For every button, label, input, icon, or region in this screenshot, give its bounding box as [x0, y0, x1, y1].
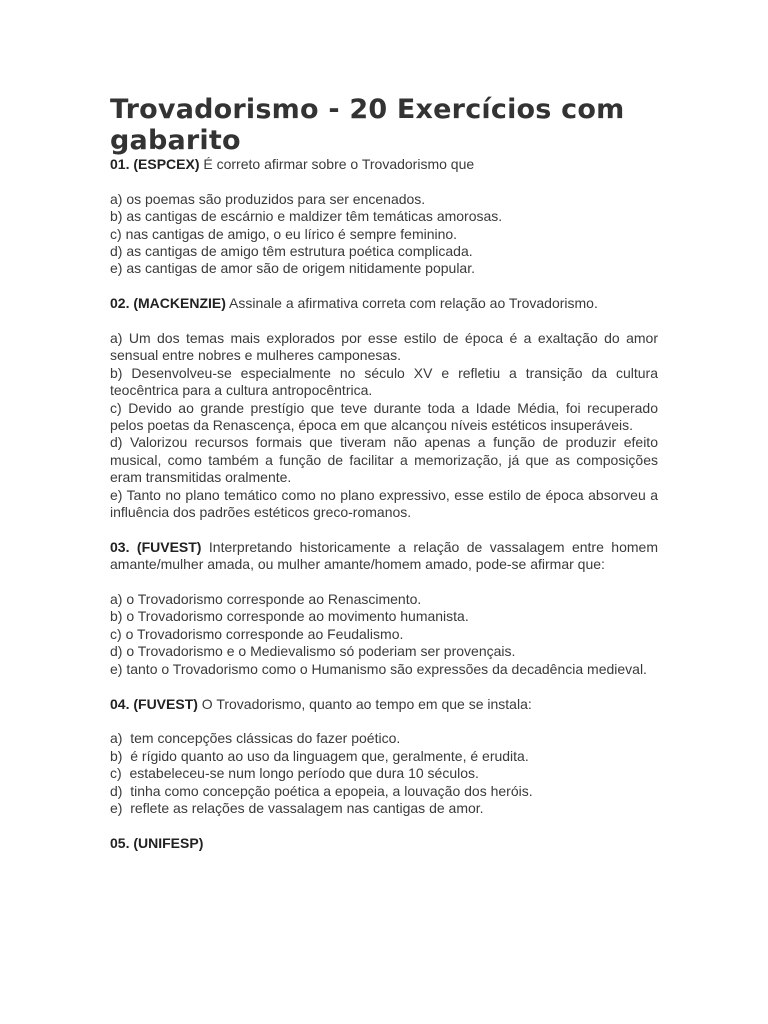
- document-page: [110, 94, 658, 852]
- option-text: o Trovadorismo corresponde ao movimento humanista.: [126, 608, 469, 625]
- question-spacer: [110, 521, 658, 538]
- option-text: estabeleceu-se num longo período que dura 10 séculos.: [129, 765, 479, 782]
- option-letter: e): [110, 660, 127, 677]
- answer-option: [110, 487, 658, 522]
- stem-spacer: [110, 313, 658, 330]
- answer-option: [110, 661, 658, 678]
- answer-option: [110, 730, 658, 747]
- answer-option: [110, 243, 658, 260]
- question-stem: [110, 539, 658, 574]
- option-text: Tanto no plano temático como no plano expressivo, esse estilo de época absorveu a influência dos padrões estéticos greco-romanos.: [110, 486, 658, 521]
- option-letter: c): [110, 765, 130, 782]
- answer-option: [110, 800, 658, 817]
- option-letter: c): [110, 225, 126, 242]
- question-stem: [110, 835, 658, 852]
- question-block: [110, 539, 658, 678]
- option-text: as cantigas de escárnio e maldizer têm temáticas amorosas.: [126, 208, 503, 225]
- question-number: 01. (ESPCEX): [110, 156, 200, 172]
- option-letter: b): [110, 608, 127, 625]
- option-text: reflete as relações de vassalagem nas cantigas de amor.: [130, 799, 484, 816]
- question-number: 05. (UNIFESP): [110, 834, 204, 851]
- answer-option: [110, 643, 658, 660]
- option-letter: e): [110, 260, 127, 277]
- option-text: Devido ao grande prestígio que teve durante toda a Idade Média, foi recuperado pelos poetas da Renascença, época em que alcançou níveis estéticos insuperáveis.: [110, 399, 658, 434]
- stem-spacer: [110, 713, 658, 730]
- option-text: as cantigas de amor são de origem nitidamente popular.: [126, 260, 475, 277]
- answer-option: [110, 591, 658, 608]
- option-letter: c): [110, 625, 126, 642]
- answer-option: [110, 330, 658, 365]
- question-list: [110, 156, 658, 852]
- question-text: Interpretando historicamente a relação de vassalagem entre homem amante/mulher amada, ou mulher amante/homem amado, pode-se afirmar que:: [110, 538, 658, 573]
- question-spacer: [110, 678, 658, 695]
- answer-option: [110, 765, 658, 782]
- option-letter: b): [110, 208, 127, 225]
- question-stem: [110, 696, 658, 713]
- option-text: tem concepções clássicas do fazer poético.: [130, 730, 401, 747]
- question-number: 02. (MACKENZIE): [110, 295, 226, 312]
- option-text: é rígido quanto ao uso da linguagem que, geralmente, é erudita.: [130, 747, 529, 764]
- answer-option: [110, 226, 658, 243]
- answer-option: [110, 783, 658, 800]
- question-stem: [110, 295, 658, 312]
- option-letter: d): [110, 643, 127, 660]
- question-block: [110, 696, 658, 818]
- option-text: nas cantigas de amigo, o eu lírico é sempre feminino.: [125, 225, 458, 242]
- question-stem: [110, 156, 658, 173]
- question-block: [110, 295, 658, 521]
- answer-option: [110, 260, 658, 277]
- answer-option: [110, 748, 658, 765]
- question-number: 04. (FUVEST): [110, 695, 198, 712]
- option-letter: c): [110, 399, 129, 416]
- question-block: [110, 156, 658, 278]
- answer-option: [110, 365, 658, 400]
- answer-option: [110, 208, 658, 225]
- question-spacer: [110, 278, 658, 295]
- answer-option: [110, 434, 658, 486]
- answer-option: [110, 400, 658, 435]
- question-text: O Trovadorismo, quanto ao tempo em que se instala:: [197, 695, 532, 712]
- option-text: o Trovadorismo corresponde ao Feudalismo.: [125, 625, 404, 642]
- option-letter: e): [110, 799, 131, 816]
- option-letter: b): [110, 747, 131, 764]
- option-letter: a): [110, 591, 127, 608]
- document-title: Trovadorismo - 20 Exercícios com gabarito: [110, 94, 625, 156]
- option-letter: e): [110, 486, 127, 503]
- stem-spacer: [110, 173, 658, 190]
- option-text: tanto o Trovadorismo como o Humanismo são expressões da decadência medieval.: [126, 660, 647, 677]
- option-text: Desenvolveu-se especialmente no século XV e refletiu a transição da cultura teocêntrica para a cultura antropocêntrica.: [110, 364, 658, 399]
- option-text: o Trovadorismo e o Medievalismo só poderiam ser provençais.: [126, 643, 516, 660]
- option-text: os poemas são produzidos para ser encenados.: [126, 190, 426, 207]
- question-spacer: [110, 817, 658, 834]
- option-text: o Trovadorismo corresponde ao Renascimento.: [126, 591, 422, 608]
- question-text: É correto afirmar sobre o Trovadorismo que: [199, 156, 475, 172]
- question-text: Assinale a afirmativa correta com relação ao Trovadorismo.: [225, 295, 598, 312]
- option-text: as cantigas de amigo têm estrutura poética complicada.: [126, 243, 473, 260]
- question-block: [110, 835, 658, 852]
- option-text: Um dos temas mais explorados por esse estilo de época é a exaltação do amor sensual entre nobres e mulheres camponesas.: [110, 330, 658, 364]
- answer-option: [110, 626, 658, 643]
- question-number: 03. (FUVEST): [110, 538, 202, 555]
- option-letter: d): [110, 434, 130, 451]
- option-letter: a): [110, 330, 129, 347]
- option-text: tinha como concepção poética a epopeia, a louvação dos heróis.: [130, 782, 533, 799]
- option-letter: a): [110, 190, 127, 207]
- stem-spacer: [110, 574, 658, 591]
- option-letter: a): [110, 730, 131, 747]
- answer-option: [110, 191, 658, 208]
- option-letter: b): [110, 364, 132, 381]
- answer-option: [110, 608, 658, 625]
- option-letter: d): [110, 782, 131, 799]
- option-text: Valorizou recursos formais que tiveram não apenas a função de produzir efeito musical, como também a função de facilitar a memorização, já que as composições eram transmitidas oralmente.: [110, 434, 658, 486]
- option-letter: d): [110, 243, 127, 260]
